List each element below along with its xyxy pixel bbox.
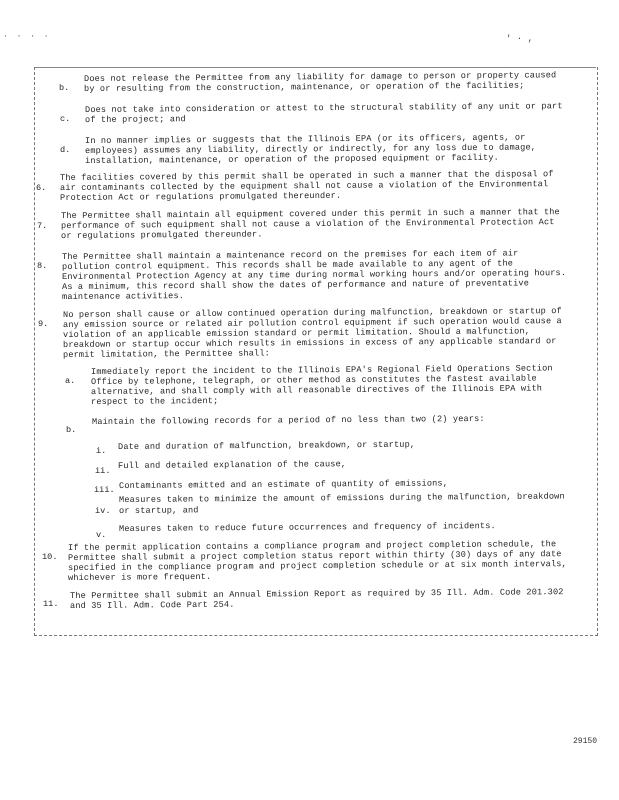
item-9-line-2: any emission source or related air pollution control equipment if such operation would cause a bbox=[62, 316, 562, 330]
item-8-line-1: The Permittee shall maintain a maintenance record on the premises for each item of air bbox=[61, 248, 519, 262]
item-11-line-2: and 35 Ill. Adm. Code Part 254. bbox=[69, 599, 235, 611]
item-9-line-5: permit limitation, the Permittee shall: bbox=[62, 348, 271, 360]
item-i-line-1: Date and duration of malfunction, breakdown, or startup, bbox=[117, 439, 416, 452]
item-iv-line-1: Measures taken to minimize the amount of emissions during the malfunction, breakdown bbox=[118, 491, 565, 505]
item-10-line-2: Permittee shall submit a project completion status report within thirty (30) days of any date bbox=[67, 549, 562, 563]
item-c-line-1: Does not take into consideration or attest to the structural stability of any unit or part bbox=[84, 101, 563, 115]
item-9b-line-1: Maintain the following records for a period of no less than two (2) years: bbox=[91, 413, 485, 427]
scan-mark-right: ' · , bbox=[506, 34, 534, 44]
item-7-line-2: performance of such equipment shall not cause a violation of the Environmental Protection Act bbox=[60, 217, 555, 231]
item-7-line-1: The Permittee shall maintain all equipment covered under this permit in such a manner that the bbox=[60, 207, 560, 221]
item-9-line-4: breakdown or startup occur which results in emissions in excess of any applicable standard or bbox=[62, 336, 557, 350]
item-10-line-4: whichever is more frequent. bbox=[67, 571, 212, 583]
page-number: 29150 bbox=[573, 737, 598, 746]
scan-mark-left: · · · · bbox=[3, 32, 51, 41]
item-9a-line-1: Immediately report the incident to the Illinois EPA's Regional Field Operations Section bbox=[90, 363, 553, 377]
item-8-line-4: As a minimum, this record shall show the dates of performance and nature of preventative bbox=[61, 278, 530, 292]
item-number-8: 8. bbox=[37, 261, 48, 271]
item-7-line-3: or regulations promulgated thereunder. bbox=[60, 229, 263, 241]
item-9-line-3: violation of an applicable emission standard or permit limitation. Should a malfunction, bbox=[62, 326, 531, 340]
item-number-9: 9. bbox=[38, 319, 49, 329]
item-d-line-1: In no manner implies or suggests that the Illinois EPA (or its officers, agents, or bbox=[84, 132, 526, 146]
item-8-line-3: Environmental Protection Agency at any time during normal working hours and/or operating hours. bbox=[61, 268, 567, 282]
item-number-iii: iii. bbox=[94, 485, 115, 495]
item-9a-line-2: Office by telephone, telegraph, or other method as constitutes the fastest available bbox=[90, 373, 537, 387]
item-number-10: 10. bbox=[42, 552, 58, 562]
item-8-line-5: maintenance activities. bbox=[61, 291, 185, 302]
item-9a-line-4: respect to the incident; bbox=[90, 395, 219, 407]
item-10-line-3: specified in the compliance program and project completion schedule or at six month intervals, bbox=[67, 559, 567, 573]
item-9-line-1: No person shall cause or allow continued operation during malfunction, breakdown or startup of bbox=[62, 306, 562, 320]
item-11-line-1: The Permittee shall submit an Annual Emission Report as required by 35 Ill. Adm. Code 201.302 bbox=[69, 587, 564, 601]
item-8-line-2: pollution control equipment. This records shall be made available to any agent of the bbox=[61, 258, 514, 272]
item-number-iv: iv. bbox=[95, 506, 111, 516]
item-6-line-2: air contaminants collected by the equipment shall not cause a violation of the Environmental bbox=[59, 179, 549, 193]
item-number-v: v. bbox=[96, 530, 107, 540]
item-iv-line-2: or startup, and bbox=[118, 505, 199, 516]
item-number-6: 6. bbox=[36, 183, 47, 193]
item-number-ii: ii. bbox=[95, 466, 111, 476]
item-number-d: d. bbox=[60, 145, 71, 155]
item-b-line-2: by or resulting from the construction, maintenance, or operation of the facilities; bbox=[83, 80, 525, 94]
item-v-line-1: Measures taken to reduce future occurrences and frequency of incidents. bbox=[118, 521, 496, 534]
item-number-9b: b. bbox=[66, 425, 77, 435]
item-number-9a: a. bbox=[65, 376, 76, 386]
item-number-c: c. bbox=[60, 114, 71, 124]
item-c-line-2: of the project; and bbox=[84, 114, 186, 125]
item-number-7: 7. bbox=[37, 221, 48, 231]
item-6-line-1: The facilities covered by this permit shall be operated in such a manner that the disposal of bbox=[59, 169, 554, 183]
item-d-line-3: installation, maintenance, or operation of the proposed equipment or facility. bbox=[84, 152, 499, 166]
item-number-11: 11. bbox=[43, 599, 59, 609]
item-6-line-3: Protection Act or regulations promulgated thereunder. bbox=[59, 190, 342, 203]
item-d-line-2: employees) assumes any liability, directly or indirectly, for any loss due to damage, bbox=[84, 142, 537, 156]
item-ii-line-1: Full and detailed explanation of the cause, bbox=[117, 459, 347, 471]
item-number-i: i. bbox=[96, 446, 107, 456]
item-number-b: b. bbox=[59, 83, 70, 93]
item-9a-line-3: alternative, and shall comply with all reasonable directives of the Illinois EPA with bbox=[90, 383, 543, 397]
item-iii-line-1: Contaminants emitted and an estimate of quantity of emissions, bbox=[118, 478, 449, 491]
item-b-line-1: Does not release the Permittee from any liability for damage to person or property caused bbox=[83, 70, 557, 84]
item-10-line-1: If the permit application contains a compliance program and project completion schedule, the bbox=[67, 539, 557, 553]
